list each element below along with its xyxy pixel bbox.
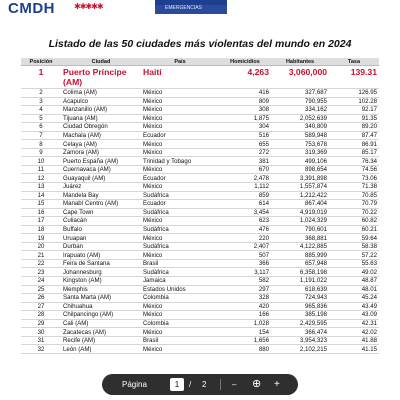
cell-homicides: 670 [219,165,271,174]
cell-homicides: 166 [219,311,271,320]
cell-country: México [141,302,219,311]
cell-position: 15 [21,200,61,209]
cell-homicides: 3,454 [219,208,271,217]
cell-country: México [141,140,219,149]
cell-homicides: 304 [219,123,271,132]
cell-position: 12 [21,174,61,183]
cell-position: 30 [21,328,61,337]
cell-rate: 41.15 [329,345,379,354]
cell-population: 867,404 [271,200,329,209]
cell-city: Durban [61,242,141,251]
cell-position: 16 [21,208,61,217]
cell-homicides: 3,117 [219,268,271,277]
cell-country: Jamaica [141,277,219,286]
document-title: Listado de las 50 ciudades más violentas del mundo en 2024 [48,38,352,50]
cell-city: Cape Town [61,208,141,217]
cell-country: México [141,148,219,157]
table-row [21,123,379,132]
cell-population: 4,122,885 [271,242,329,251]
cell-city: Celaya (AM) [61,140,141,149]
cell-homicides: 516 [219,131,271,140]
cell-rate: 71.38 [329,183,379,192]
cell-country: Brasil [141,259,219,268]
table-row [21,311,379,320]
zoom-in-button[interactable]: + [274,379,280,390]
cell-population: 3,954,323 [271,336,329,345]
cell-city: Mandela Bay [61,191,141,200]
cell-homicides: 154 [219,328,271,337]
table-row [21,208,379,217]
table-row [21,131,379,140]
cell-city: Irapuato (AM) [61,251,141,260]
cell-homicides: 507 [219,251,271,260]
cell-country: Ecuador [141,200,219,209]
cell-rate: 85.17 [329,148,379,157]
table-row [21,97,379,106]
cell-country: Sudáfrica [141,191,219,200]
cell-rate: 102.28 [329,97,379,106]
cell-population: 2,102,215 [271,345,329,354]
cell-position: 25 [21,285,61,294]
table-row [21,148,379,157]
col-header-population: Habitantes [271,58,329,66]
cell-position: 31 [21,336,61,345]
cell-position: 18 [21,225,61,234]
cell-rate: 92.17 [329,106,379,115]
cell-population: 724,943 [271,294,329,303]
cell-rate: 60.82 [329,217,379,226]
table-row [21,242,379,251]
cell-homicides: 880 [219,345,271,354]
cell-position: 20 [21,242,61,251]
cell-city: Puerto España (AM) [61,157,141,166]
cell-rate: 70.22 [329,208,379,217]
logo-stars-icon: ✱✱✱✱✱ [74,2,103,11]
cell-position: 3 [21,97,61,106]
cell-position: 26 [21,294,61,303]
table-row [21,191,379,200]
table-row [21,165,379,174]
cell-rate: 43.09 [329,311,379,320]
cell-homicides: 420 [219,302,271,311]
cell-country: México [141,217,219,226]
table-row [21,217,379,226]
cell-homicides: 623 [219,217,271,226]
cell-country: México [141,89,219,98]
cell-city: Culiacán [61,217,141,226]
cell-position: 21 [21,251,61,260]
cell-homicides: 614 [219,200,271,209]
cell-rate: 42.31 [329,319,379,328]
table-row [21,174,379,183]
cell-homicides: 1,875 [219,114,271,123]
page-total: 2 [202,380,207,389]
cell-country: México [141,123,219,132]
cell-homicides: 220 [219,234,271,243]
cell-population: 1,557,874 [271,183,329,192]
cell-homicides: 4,263 [219,66,271,89]
cell-population: 589,948 [271,131,329,140]
cell-country: México [141,234,219,243]
cell-rate: 70.79 [329,200,379,209]
cell-homicides: 272 [219,148,271,157]
table-row [21,294,379,303]
cell-rate: 89.20 [329,123,379,132]
cell-country: México [141,106,219,115]
cell-city: Buffalo [61,225,141,234]
table-row [21,234,379,243]
cell-population: 3,391,898 [271,174,329,183]
cell-population: 6,358,198 [271,268,329,277]
cell-position: 10 [21,157,61,166]
toolbar-divider [220,379,221,390]
cell-rate: 41.88 [329,336,379,345]
cell-country: México [141,114,219,123]
cell-city: Kingston (AM) [61,277,141,286]
cell-country: Colombia [141,294,219,303]
cell-position: 29 [21,319,61,328]
cell-city: Guayaquil (AM) [61,174,141,183]
cell-country: México [141,311,219,320]
cell-city: Zacatecas (AM) [61,328,141,337]
cell-population: 1,212,422 [271,191,329,200]
table-row [21,157,379,166]
cell-rate: 55.63 [329,259,379,268]
cell-population: 334,162 [271,106,329,115]
cell-country: Ecuador [141,174,219,183]
page-number-input[interactable]: 1 [170,378,184,391]
cell-position: 11 [21,165,61,174]
cell-rate: 57.22 [329,251,379,260]
cell-population: 965,836 [271,302,329,311]
cell-position: 2 [21,89,61,98]
cell-country: México [141,251,219,260]
cell-rate: 45.24 [329,294,379,303]
cell-country: México [141,165,219,174]
col-header-city: Ciudad [61,58,141,66]
cell-country: Sudáfrica [141,242,219,251]
cell-population: 4,919,019 [271,208,329,217]
cell-city: Manzanillo (AM) [61,106,141,115]
cell-rate: 87.47 [329,131,379,140]
cell-city: Feira de Santana [61,259,141,268]
cell-homicides: 1,112 [219,183,271,192]
cell-country: Colombia [141,319,219,328]
cell-city: Chihuahua [61,302,141,311]
cell-city: León (AM) [61,345,141,354]
cell-city: Johannesburg [61,268,141,277]
cell-position: 1 [21,66,61,89]
cell-homicides: 297 [219,285,271,294]
cell-country: Brasil [141,336,219,345]
cell-position: 19 [21,234,61,243]
col-header-rate: Tasa [329,58,379,66]
cell-city: Santa Marta (AM) [61,294,141,303]
cell-homicides: 366 [219,259,271,268]
cell-population: 1,191,022 [271,277,329,286]
cell-city: Manabí Centro (AM) [61,200,141,209]
table-row [21,66,379,89]
zoom-icon[interactable]: ⊕ [252,378,262,390]
cell-country: México [141,345,219,354]
cell-population: 327,687 [271,89,329,98]
cell-population: 368,881 [271,234,329,243]
cell-homicides: 2,407 [219,242,271,251]
table-row [21,259,379,268]
cell-homicides: 859 [219,191,271,200]
cell-population: 657,948 [271,259,329,268]
cell-population: 366,474 [271,328,329,337]
table-row [21,89,379,98]
cell-city: Chilpancingo (AM) [61,311,141,320]
cell-rate: 139.31 [329,66,379,89]
cell-homicides: 655 [219,140,271,149]
cell-city: Recife (AM) [61,336,141,345]
cell-country: Haití [141,66,219,89]
table-row [21,140,379,149]
cell-country: México [141,97,219,106]
cell-population: 340,809 [271,123,329,132]
cell-rate: 48.87 [329,277,379,286]
table-row [21,302,379,311]
cell-position: 8 [21,140,61,149]
table-row [21,183,379,192]
cell-city: Machala (AM) [61,131,141,140]
cell-population: 3,060,000 [271,66,329,89]
cell-homicides: 582 [219,277,271,286]
cell-position: 14 [21,191,61,200]
table-row [21,106,379,115]
cell-rate: 73.06 [329,174,379,183]
cell-position: 27 [21,302,61,311]
cell-country: Trinidad y Tobago [141,157,219,166]
cell-population: 385,198 [271,311,329,320]
cell-city: Juárez [61,183,141,192]
cell-position: 4 [21,106,61,115]
cell-city: Tijuana (AM) [61,114,141,123]
cell-country: Sudáfrica [141,208,219,217]
cell-city: Cuernavaca (AM) [61,165,141,174]
col-header-homicides: Homicidios [219,58,271,66]
cell-city: Puerto Príncipe (AM) [61,66,141,89]
cell-position: 9 [21,148,61,157]
cell-homicides: 328 [219,294,271,303]
table-row [21,328,379,337]
cities-table [21,58,379,354]
cell-rate: 74.56 [329,165,379,174]
table-row [21,336,379,345]
cell-population: 2,052,639 [271,114,329,123]
cell-rate: 126.95 [329,89,379,98]
table-row [21,225,379,234]
cell-city: Zamora (AM) [61,148,141,157]
cell-population: 499,106 [271,157,329,166]
cell-rate: 91.35 [329,114,379,123]
cell-homicides: 2,478 [219,174,271,183]
cell-country: Ecuador [141,131,219,140]
cell-population: 618,639 [271,285,329,294]
cell-city: Colima (AM) [61,89,141,98]
cell-rate: 42.02 [329,328,379,337]
table-row [21,251,379,260]
cell-homicides: 1,028 [219,319,271,328]
cell-population: 753,678 [271,140,329,149]
zoom-out-button[interactable]: – [232,380,237,389]
cell-rate: 59.64 [329,234,379,243]
table-row [21,268,379,277]
table-row [21,345,379,354]
header-banner-text: EMERGENCIAS [165,5,202,11]
cell-country: México [141,328,219,337]
cell-population: 1,024,329 [271,217,329,226]
cell-country: México [141,183,219,192]
cell-position: 5 [21,114,61,123]
cell-position: 6 [21,123,61,132]
cell-homicides: 476 [219,225,271,234]
cell-population: 319,369 [271,148,329,157]
cell-position: 22 [21,259,61,268]
table-row [21,200,379,209]
cell-homicides: 308 [219,106,271,115]
cell-population: 885,999 [271,251,329,260]
table-row [21,285,379,294]
cell-rate: 43.49 [329,302,379,311]
cell-rate: 86.91 [329,140,379,149]
cell-city: Ciudad Obregón [61,123,141,132]
cell-homicides: 1,656 [219,336,271,345]
cell-population: 790,601 [271,225,329,234]
table-row [21,277,379,286]
col-header-position: Posición [21,58,61,66]
cell-country: Estados Unidos [141,285,219,294]
cell-rate: 49.02 [329,268,379,277]
cell-position: 7 [21,131,61,140]
cell-city: Acapulco [61,97,141,106]
cell-position: 32 [21,345,61,354]
page-label: Página [122,380,147,389]
pdf-page-toolbar [102,374,298,395]
table-row [21,114,379,123]
cell-homicides: 416 [219,89,271,98]
cell-rate: 60.21 [329,225,379,234]
cell-position: 23 [21,268,61,277]
cell-city: Uruapan [61,234,141,243]
cell-position: 17 [21,217,61,226]
cell-position: 24 [21,277,61,286]
header [0,0,400,24]
cell-rate: 70.85 [329,191,379,200]
cell-rate: 58.38 [329,242,379,251]
cell-city: Memphis [61,285,141,294]
cell-population: 790,955 [271,97,329,106]
cell-population: 898,654 [271,165,329,174]
cell-homicides: 381 [219,157,271,166]
col-header-country: País [141,58,219,66]
cell-population: 2,429,595 [271,319,329,328]
cell-homicides: 809 [219,97,271,106]
cell-city: Cali (AM) [61,319,141,328]
cell-country: Sudáfrica [141,225,219,234]
cell-position: 13 [21,183,61,192]
table-row [21,319,379,328]
cell-country: Sudáfrica [141,268,219,277]
table-header-row [21,58,379,66]
cmdh-logo: CMDH [8,0,55,17]
cell-rate: 48.01 [329,285,379,294]
page-separator: / [189,380,192,389]
cell-position: 28 [21,311,61,320]
cell-rate: 76.34 [329,157,379,166]
